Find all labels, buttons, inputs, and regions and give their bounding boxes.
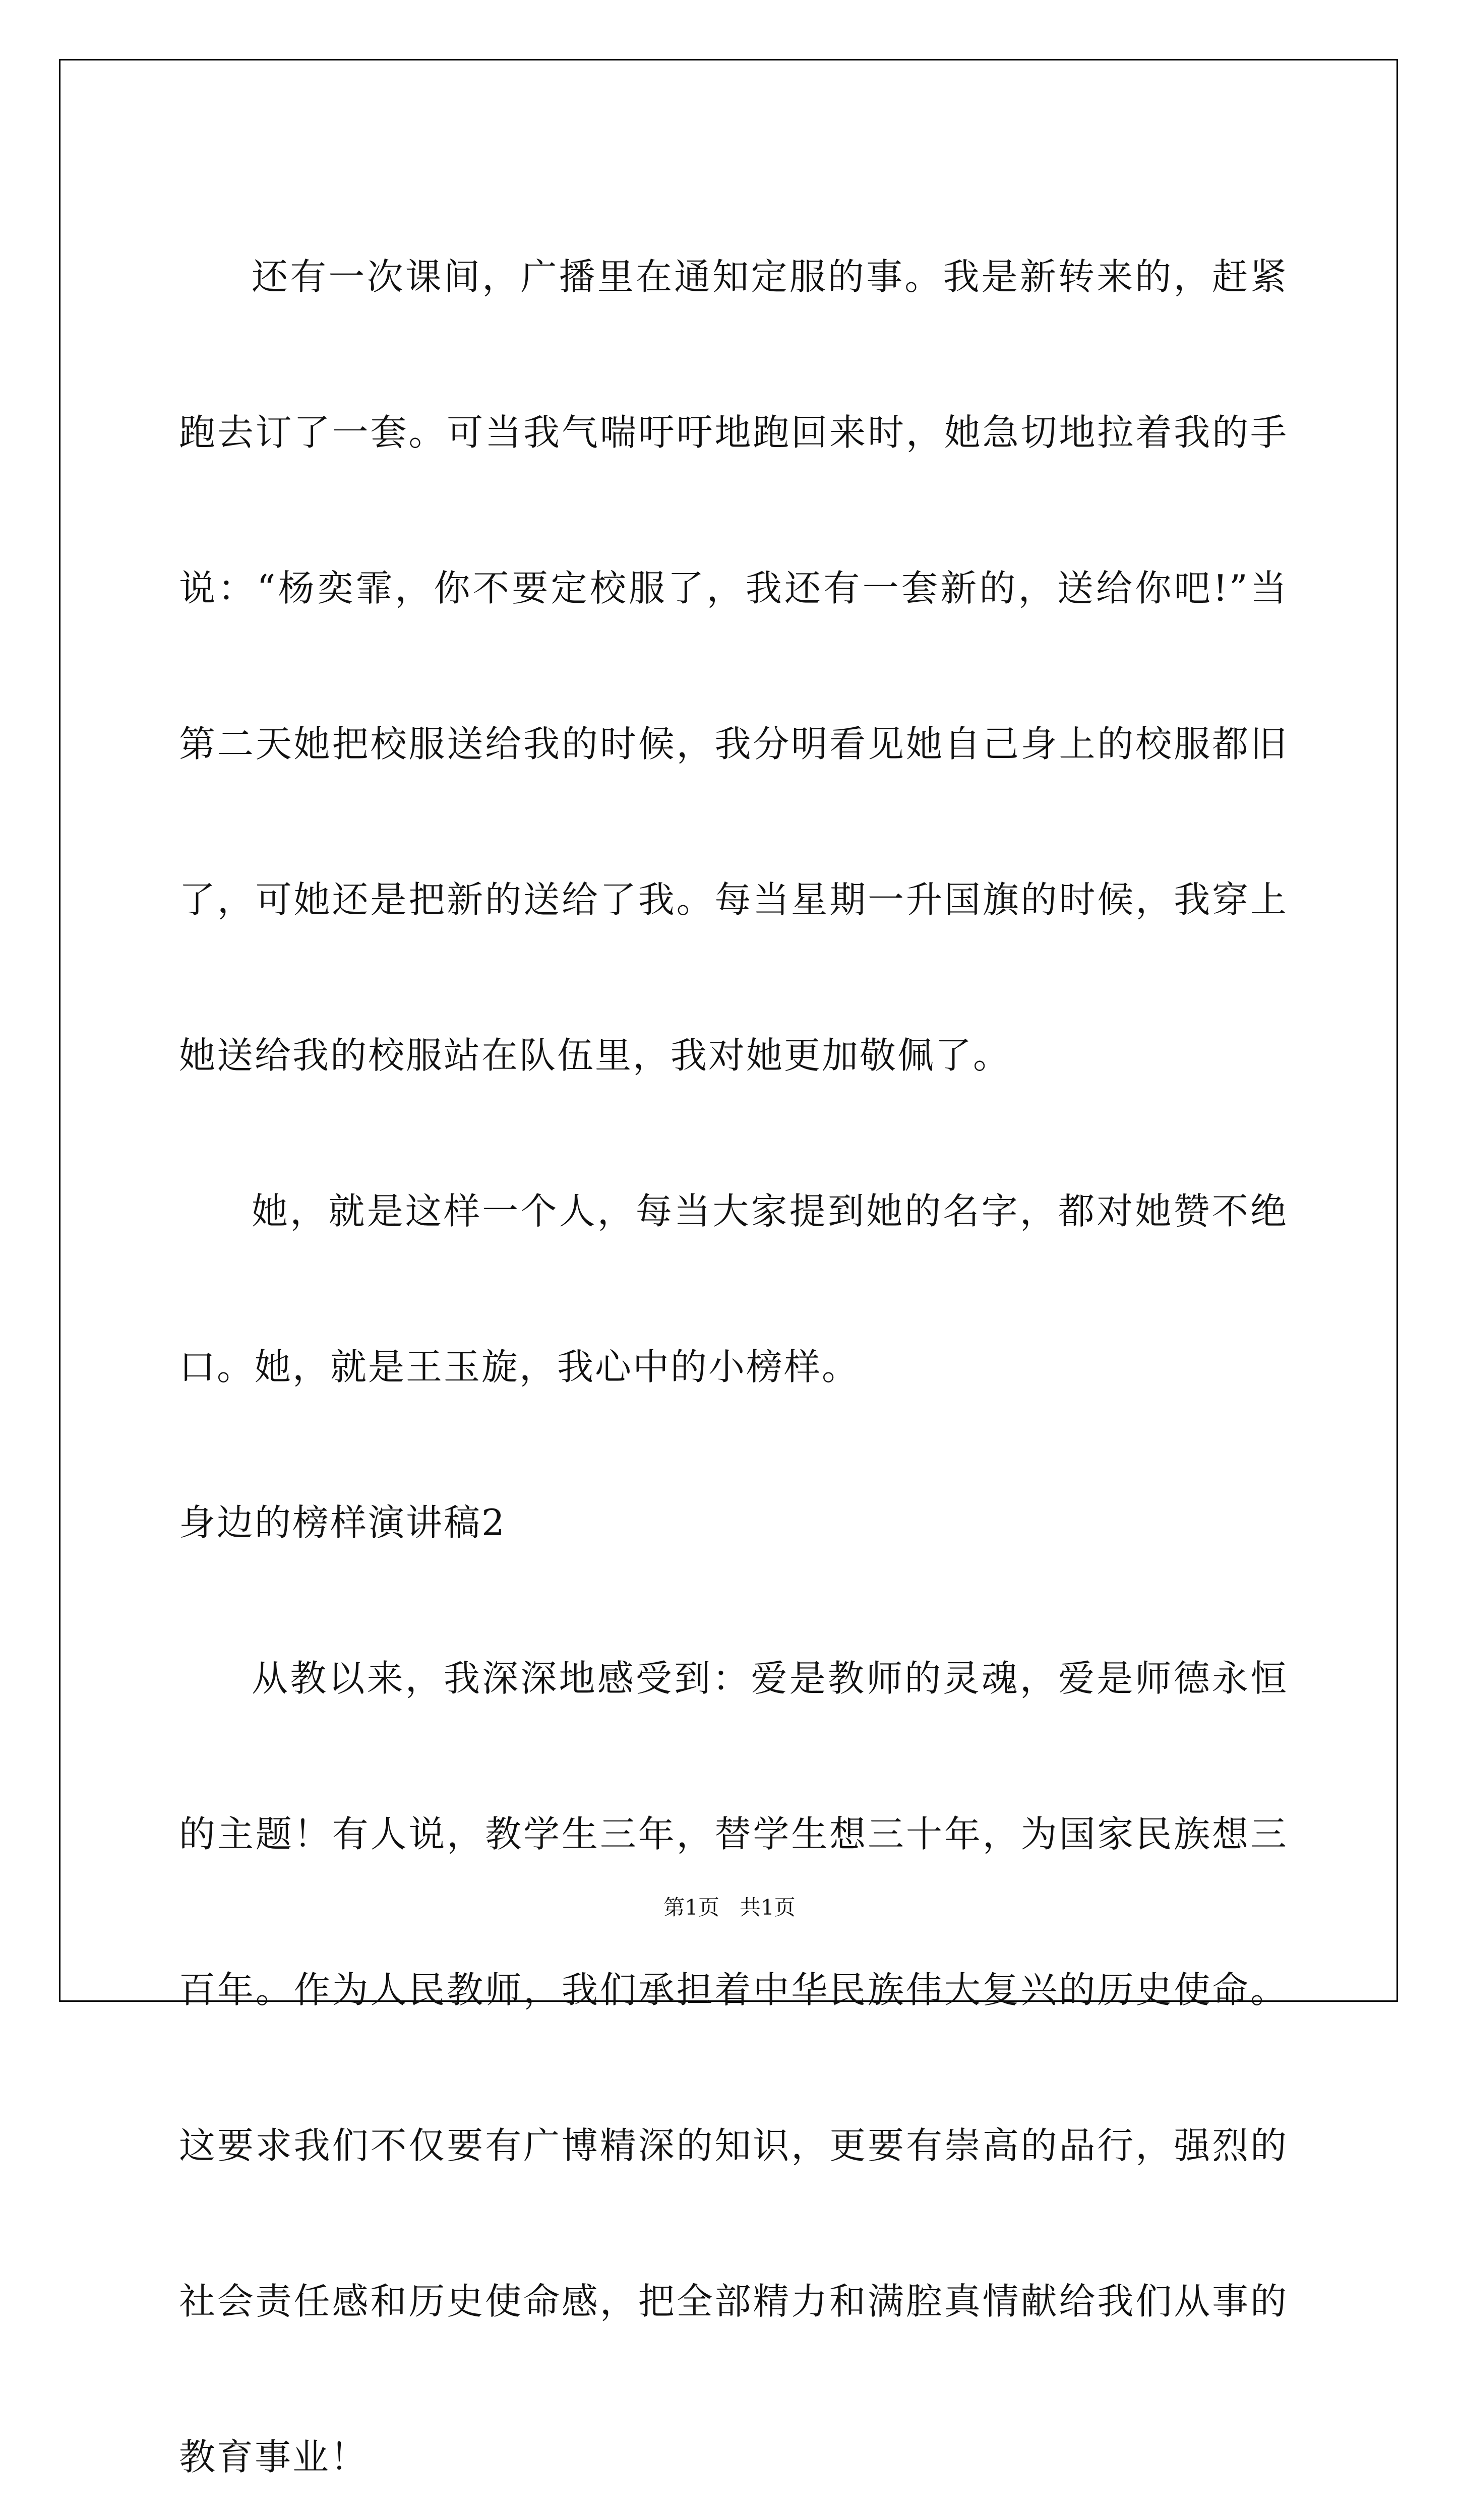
page-footer bbox=[0, 1893, 1459, 1923]
section-heading: 身边的榜样演讲稿2 bbox=[179, 1501, 506, 1544]
paragraph-teacher-love: 从教以来，我深深地感受到：爱是教师的灵魂，爱是师德永恒的主题！有人说，教学生三年，替学生想三十年，为国家民族想三百年。作为人民教师，我们承担着中华民族伟大复兴的历史使命。这要求我们不仅要有广博精深的知识，更要有崇高的品行，强烈的社会责任感和历史使命感，把全部精力和满腔真情献给我们从事的教育事业！ bbox=[179, 1657, 1288, 2478]
document-body bbox=[179, 199, 1288, 2520]
page-number-current: 第1页 bbox=[663, 1895, 719, 1920]
page-number-total: 共1页 bbox=[740, 1895, 796, 1920]
paragraph-school-uniform: 还有一次课间，广播里在通知定服的事。我是新转来的，赶紧跑去订了一套。可当我气喘吁吁地跑回来时，她急切地拉着我的手说：“杨奕霏，你不要定校服了，我还有一套新的，送给你吧!”当第二天她把校服送给我的时候，我分明看见她自己身上的校服都旧了，可她还是把新的送给了我。每当星期一升国旗的时候，我穿上她送给我的校服站在队伍里，我对她更加敬佩了。 bbox=[179, 256, 1288, 1077]
paragraph-role-model-name: 她，就是这样一个人，每当大家提到她的名字，都对她赞不绝口。她，就是王玉旋，我心中的小榜样。 bbox=[179, 1190, 1288, 1388]
